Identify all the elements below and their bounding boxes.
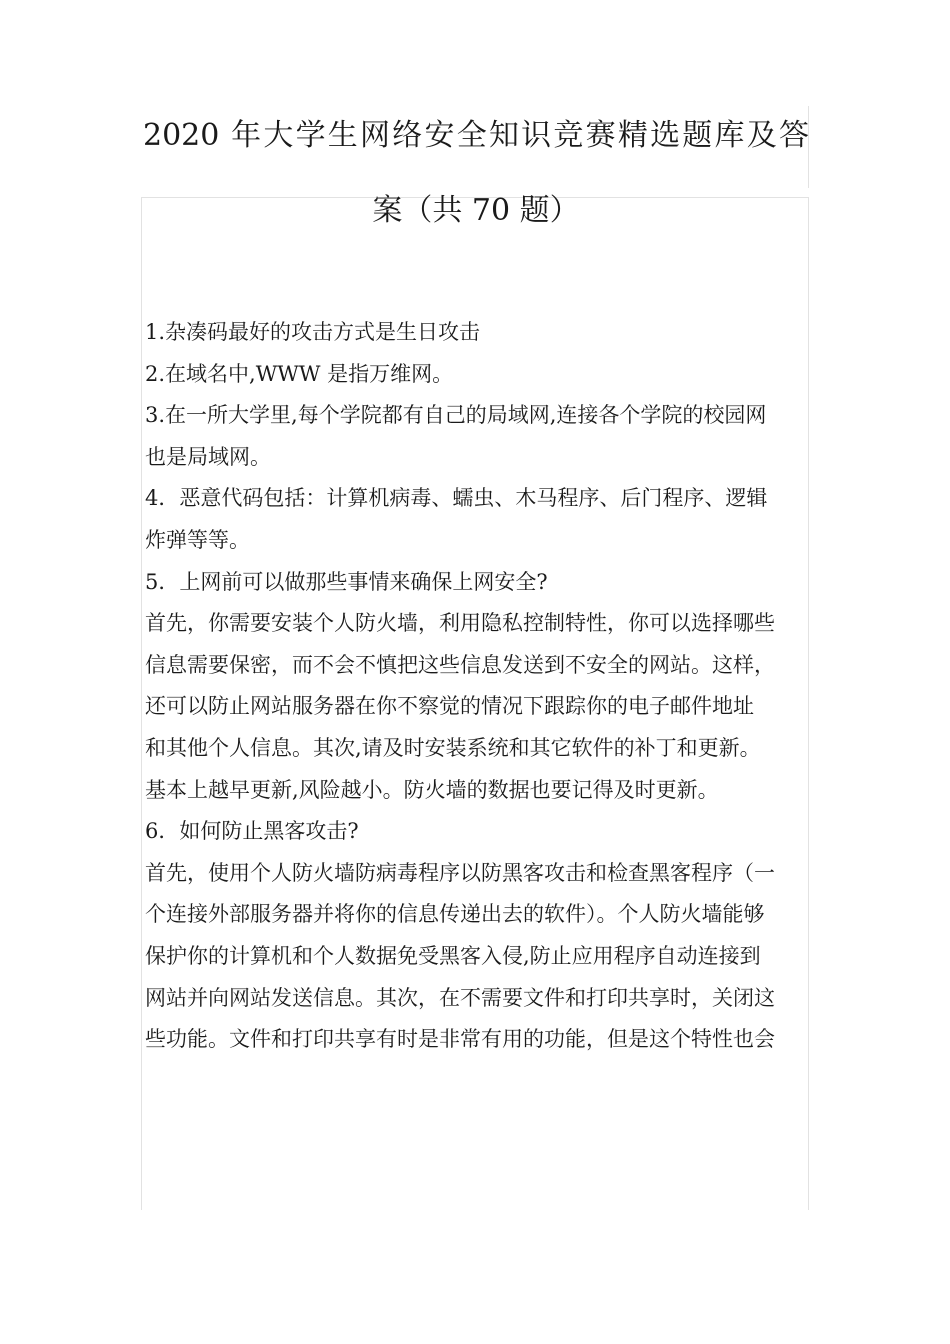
text-line: 保护你的计算机和个人数据免受黑客入侵,防止应用程序自动连接到	[145, 943, 761, 968]
page-title-line-2: 案（共 70 题）	[372, 193, 580, 228]
text-line: 2.在域名中,WWW 是指万维网。	[145, 361, 454, 386]
page-title-line-1: 2020 年大学生网络安全知识竞赛精选题库及答	[143, 118, 809, 153]
document-body	[145, 312, 811, 1061]
text-line: 炸弹等等。	[145, 527, 250, 552]
text-line: 首先，你需要安装个人防火墙，利用隐私控制特性，你可以选择哪些	[145, 611, 775, 636]
text-line: 还可以防止网站服务器在你不察觉的情况下跟踪你的电子邮件地址	[145, 694, 754, 719]
text-line: 网站并向网站发送信息。其次，在不需要文件和打印共享时，关闭这	[145, 985, 775, 1010]
text-line: 3.在一所大学里,每个学院都有自己的局域网,连接各个学院的校园网	[145, 403, 767, 428]
text-line: 4．恶意代码包括：计算机病毒、蠕虫、木马程序、后门程序、逻辑	[145, 486, 768, 511]
text-line: 基本上越早更新,风险越小。防火墙的数据也要记得及时更新。	[145, 777, 719, 802]
text-line: 也是局域网。	[145, 444, 271, 469]
text-line: 首先，使用个人防火墙防病毒程序以防黑客攻击和检查黑客程序（一	[145, 860, 775, 885]
text-line: 些功能。文件和打印共享有时是非常有用的功能，但是这个特性也会	[145, 1027, 775, 1052]
text-line: 1.杂凑码最好的攻击方式是生日攻击	[145, 320, 481, 344]
text-line: 和其他个人信息。其次,请及时安装系统和其它软件的补丁和更新。	[145, 735, 761, 760]
text-line: 信息需要保密，而不会不慎把这些信息发送到不安全的网站。这样，	[145, 652, 775, 677]
text-line: 6．如何防止黑客攻击?	[145, 819, 359, 844]
frame-rule-left	[141, 197, 142, 1210]
text-line: 5．上网前可以做那些事情来确保上网安全?	[145, 569, 548, 594]
text-line: 个连接外部服务器并将你的信息传递出去的软件）。个人防火墙能够	[145, 902, 765, 927]
